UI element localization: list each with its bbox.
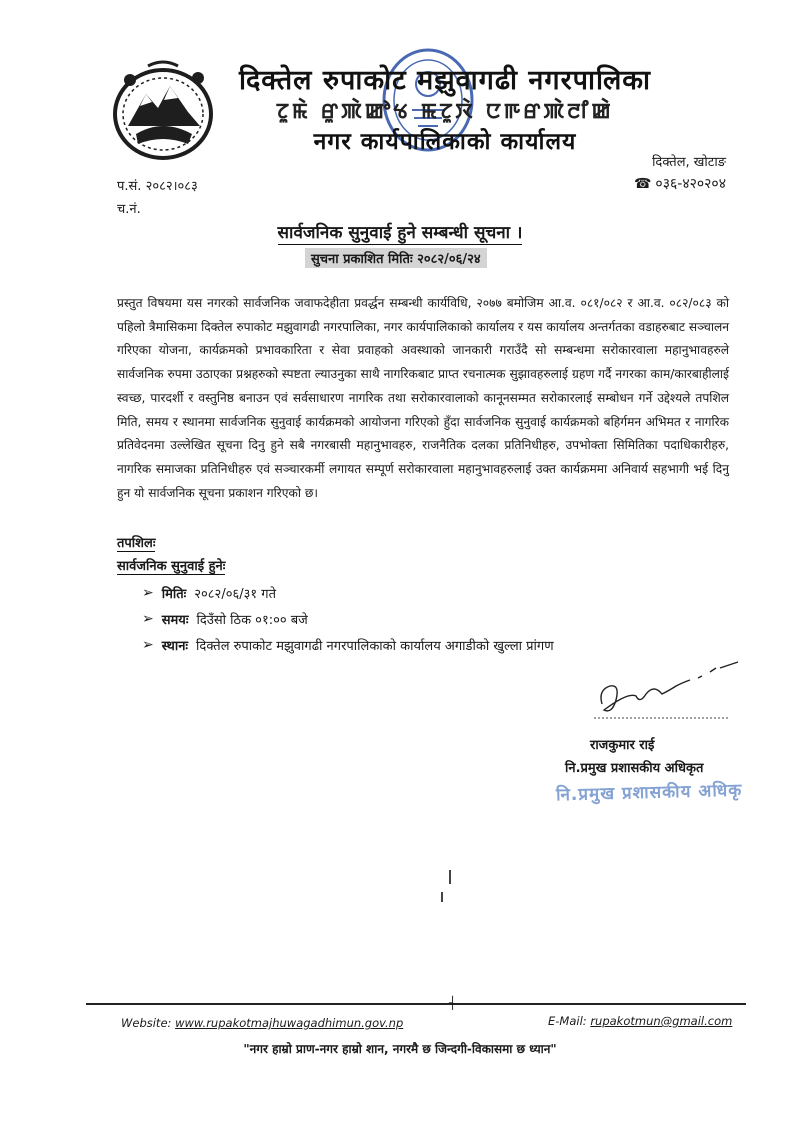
designation-stamp: नि.प्रमुख प्रशासकीय अधिकृ <box>555 780 743 806</box>
office-name: नगर कार्यपालिकाको कार्यालय <box>313 129 577 155</box>
handwritten-signature <box>580 660 750 730</box>
published-date: सुचना प्रकाशित मितिः २०८२/०६/२४ <box>305 248 487 268</box>
signatory-name: राजकुमार राई <box>590 738 655 753</box>
office-address: दिक्तेल, खोटाङ <box>652 155 726 170</box>
signatory-designation: नि.प्रमुख प्रशासकीय अधिकृत <box>565 761 704 776</box>
reference-number: प.सं. २०८२।०८३ <box>117 179 198 194</box>
footer-mark: ┤ <box>449 996 457 1010</box>
arrow-bullet-icon: ➢ <box>142 611 154 627</box>
phone-icon: ☎ <box>633 175 652 192</box>
footer-divider <box>86 1003 746 1005</box>
notice-title: सार्वजनिक सुनुवाई हुने सम्बन्धी सूचना । <box>277 223 523 243</box>
municipality-name: दिक्तेल रुपाकोट मझुवागढी नगरपालिका <box>238 65 652 96</box>
hearing-heading: सार्वजनिक सुनुवाई हुनेः <box>117 559 226 574</box>
municipality-name-script: ꯖꯨꯃꯥ ꯔꯨꯄꯥꯀꯣꯠ ꯃꯖꯨꯋꯥ ꯅꯒꯔꯄꯥꯂꯤꯀꯥ <box>276 99 614 123</box>
hearing-details-list <box>142 580 554 658</box>
website-link[interactable]: www.rupakotmajhuwagadhimun.gov.np <box>175 1016 404 1030</box>
list-item: ➢ मितिः २०८२/०६/३१ गते <box>142 585 276 602</box>
dispatch-number: च.नं. <box>117 202 141 217</box>
notice-body: प्रस्तुत विषयमा यस नगरको सार्वजनिक जवाफदेहीता प्रवर्द्धन सम्बन्धी कार्यविधि, २०७७ बमोजिम आ.व. ०८१/०८२ र आ.व. ०८२/०८३ को पहिलो त्रैमासिकमा दिक्तेल रुपाकोट मझुवागढी नगरपालिका, नगर कार्यपालिकाको कार्यालय र यस कार्यालय अन्तर्गतका वडाहरुबाट सञ्चालन गरिएका योजना, कार्यक्रमको प्रभावकारिता र सेवा प्रवाहको अवस्थाको जानकारी गराउँदै सो सम्बन्धमा सरोकारवाला महानुभावहरुले सार्वजनिक रुपमा उठाएका प्रश्नहरुको स्पष्टता ल्याउनुका साथै नागरिकबाट प्राप्त रचनात्मक सुझावहरुलाई ग्रहण गर्दै नगरका काम/कारबाहीलाई स्वच्छ, पारदर्शी र वस्तुनिष्ठ बनाउन एवं सर्वसाधारण नागरिक तथा सरोकारवालाको कानूनसम्मत सरोकारलाई सम्बोधन गर्ने उद्देश्यले तपशिल मिति, समय र स्थानमा सार्वजनिक सुनुवाई कार्यक्रमको आयोजना गरिएको हुँदा सार्वजनिक सुनुवाई कार्यक्रमको बहिर्गमन अभिमत र नागरिक प्रतिवेदनमा उल्लेखित सूचना दिनु हुने सबै नगरबासी महानुभावहरु, राजनैतिक दलका प्रतिनिधीहरु, उपभोक्ता सिमितिका पदाधिकारीहरु, नागरिक समाजका प्रतिनिधीहरु एवं सञ्चारकर्मी लगायत सम्पूर्ण सरोकारवाला महानुभावहरुलाई उक्त कार्यक्रममा अनिवार्य सहभागी भई दिनु हुन यो सार्वजनिक सूचना प्रकाशन गरिएको छ। <box>117 296 729 500</box>
office-phone <box>634 174 726 193</box>
arrow-bullet-icon: ➢ <box>142 637 154 653</box>
footer-website: Website: www.rupakotmajhuwagadhimun.gov.np <box>121 1016 404 1030</box>
footer-motto: "नगर हाम्रो प्राण-नगर हाम्रो शान, नगरमै छ जिन्दगी-विकासमा छ ध्यान" <box>243 1042 557 1056</box>
margin-mark <box>449 870 451 884</box>
phone-number: ०३६-४२०२०४ <box>655 176 726 192</box>
margin-mark <box>441 892 443 902</box>
details-heading: तपशिलः <box>117 536 156 551</box>
footer-email: E-Mail: rupakotmun@gmail.com <box>548 1014 733 1028</box>
email-link[interactable]: rupakotmun@gmail.com <box>590 1014 733 1028</box>
list-item: ➢ समयः दिउँसो ठिक ०१:०० बजे <box>142 611 308 628</box>
arrow-bullet-icon: ➢ <box>142 585 154 601</box>
nepal-emblem-logo <box>108 56 218 166</box>
list-item: ➢ स्थानः दिक्तेल रुपाकोट मझुवागढी नगरपालिकाको कार्यालय अगाडीको खुल्ला प्रांगण <box>142 637 554 654</box>
